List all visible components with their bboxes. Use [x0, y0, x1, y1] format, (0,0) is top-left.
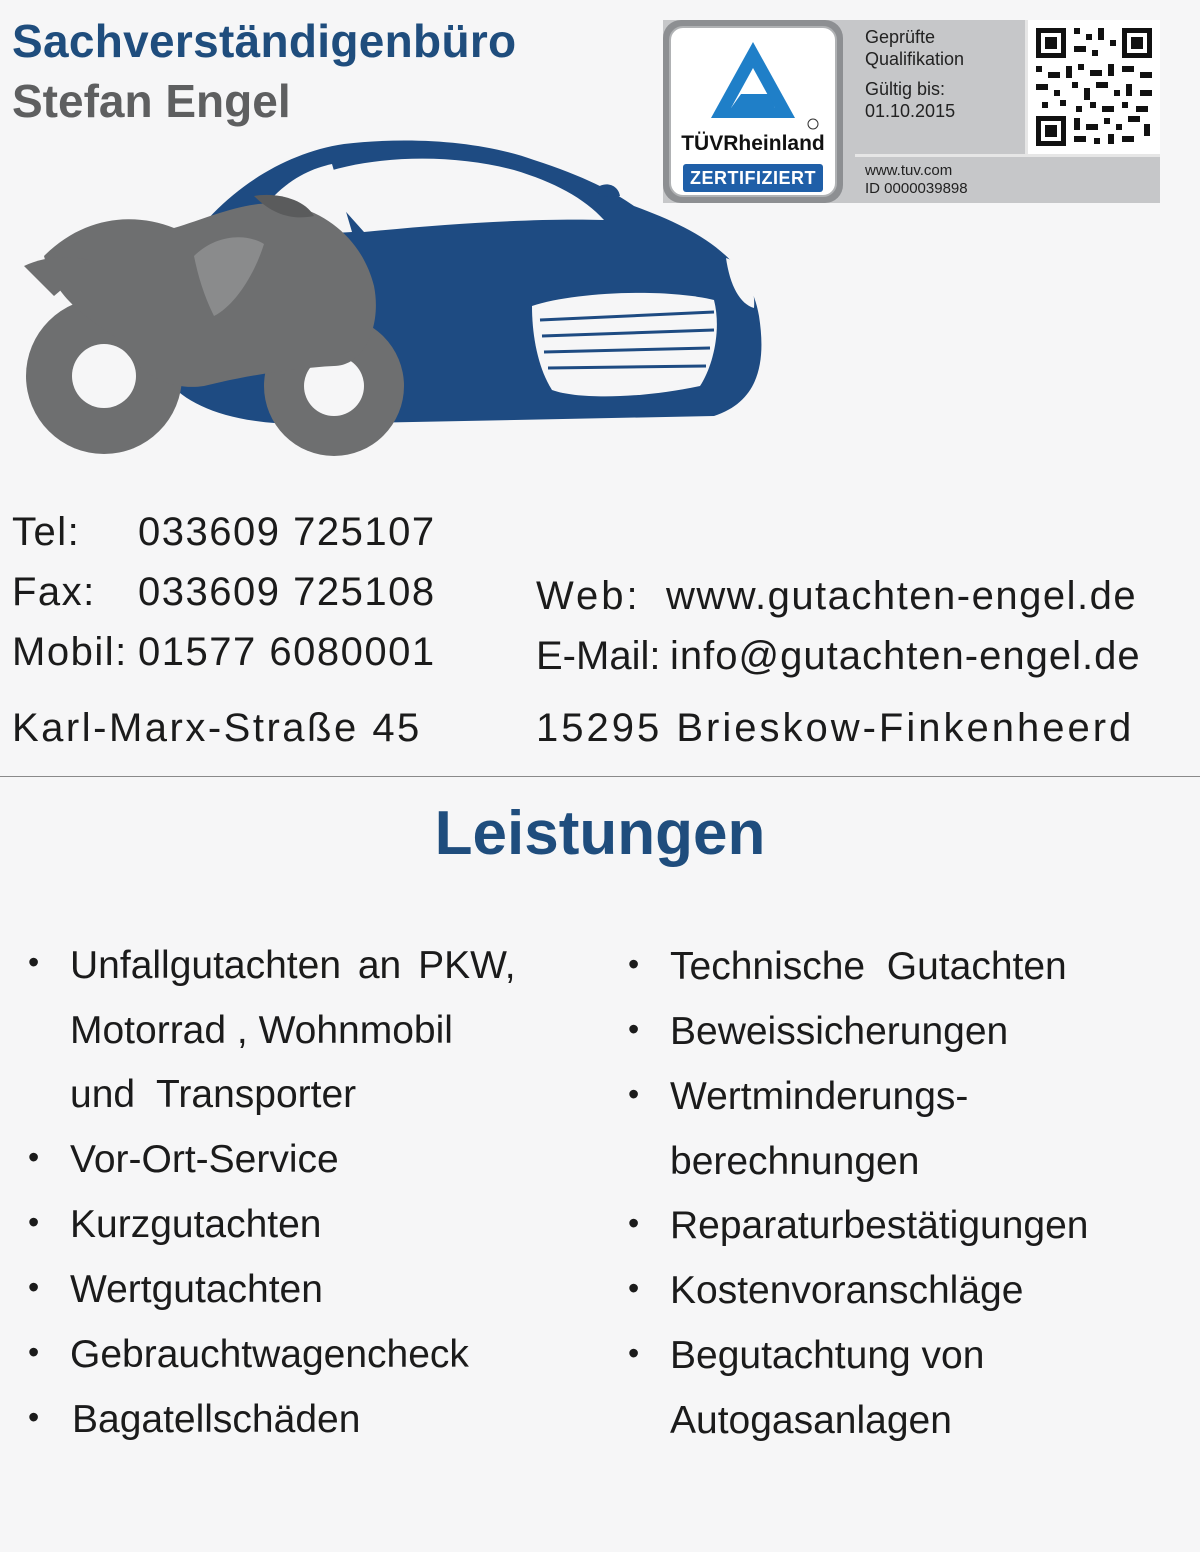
badge-line-4: 01.10.2015 — [865, 101, 956, 121]
service-accident-line3: und Transporter — [70, 1073, 357, 1116]
bullet-icon: • — [628, 1335, 640, 1371]
section-divider — [0, 776, 1200, 777]
badge-url: www.tuv.com — [865, 162, 953, 179]
bullet-icon: • — [628, 946, 640, 982]
service-technical: Technische Gutachten — [670, 945, 1067, 988]
service-cost-estimate: Kostenvoranschläge — [670, 1269, 1024, 1312]
bullet-icon: • — [28, 1204, 40, 1240]
badge-divider — [855, 154, 1160, 157]
service-short-report: Kurzgutachten — [70, 1203, 322, 1246]
email-link[interactable]: info@gutachten-engel.de — [670, 634, 1141, 678]
service-evidence: Beweissicherungen — [670, 1010, 1009, 1053]
tuv-certified-label: ZERTIFIZIERT — [683, 164, 823, 192]
badge-line-2: Qualifikation — [865, 49, 965, 69]
bullet-icon: • — [628, 1205, 640, 1241]
bullet-icon: • — [628, 1270, 640, 1306]
bullet-icon: • — [28, 1399, 40, 1435]
bullet-icon: • — [28, 1139, 40, 1175]
street-address: Karl-Marx-Straße 45 — [12, 706, 422, 750]
services-heading: Leistungen — [434, 799, 766, 868]
mobil-label: Mobil: — [12, 630, 128, 674]
tel-value[interactable]: 033609 725107 — [138, 510, 436, 554]
company-title: Sachverständigenbüro — [12, 15, 517, 67]
bullet-icon: • — [28, 1334, 40, 1370]
bullet-icon: • — [28, 1269, 40, 1305]
service-depreciation-line2: berechnungen — [670, 1140, 920, 1183]
web-label: Web: — [536, 574, 641, 618]
qr-code-icon — [1025, 20, 1160, 154]
mobil-value[interactable]: 01577 6080001 — [138, 630, 436, 674]
service-used-car-check: Gebrauchtwagencheck — [70, 1333, 469, 1376]
fax-label: Fax: — [12, 570, 96, 614]
owner-name: Stefan Engel — [12, 75, 291, 127]
bullet-icon: • — [28, 944, 40, 980]
tel-label: Tel: — [12, 510, 81, 554]
car-motorcycle-illustration — [14, 136, 774, 466]
service-repair-confirmation: Reparaturbestätigungen — [670, 1204, 1089, 1247]
service-onsite: Vor-Ort-Service — [70, 1138, 339, 1181]
service-minor-damage: Bagatellschäden — [72, 1398, 361, 1441]
fax-value: 033609 725108 — [138, 570, 436, 614]
badge-line-3: Gültig bis: — [865, 79, 946, 99]
service-lpg-line2: Autogasanlagen — [670, 1399, 952, 1442]
service-lpg-line1: Begutachtung von — [670, 1334, 985, 1377]
tuv-triangle-icon — [671, 28, 835, 138]
service-accident-line1: Unfallgutachten an PKW, — [70, 944, 516, 987]
bullet-icon: • — [628, 1011, 640, 1047]
bullet-icon: • — [628, 1076, 640, 1112]
badge-line-1: Geprüfte — [865, 27, 936, 47]
service-depreciation-line1: Wertminderungs- — [670, 1075, 969, 1118]
tuv-brand-name: TÜVRheinland — [681, 132, 825, 155]
city-address: 15295 Brieskow-Finkenheerd — [536, 706, 1135, 750]
email-label: E-Mail: — [536, 634, 661, 678]
web-link[interactable]: www.gutachten-engel.de — [666, 574, 1138, 618]
service-valuation: Wertgutachten — [70, 1268, 323, 1311]
service-accident-line2: Motorrad , Wohnmobil — [70, 1009, 453, 1052]
badge-id: ID 0000039898 — [865, 180, 968, 197]
